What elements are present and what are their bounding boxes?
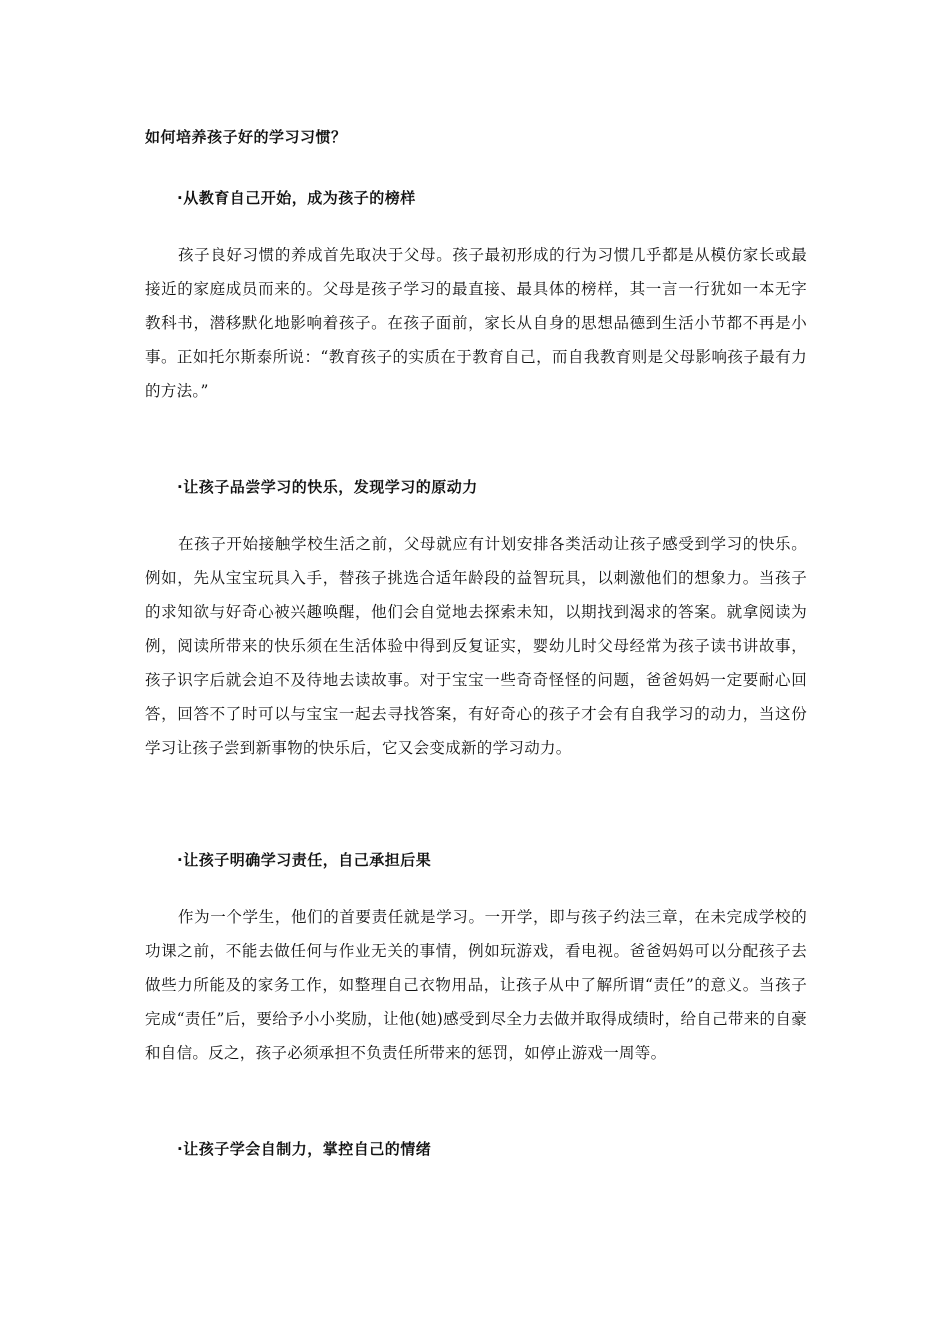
section-heading: ·从教育自己开始，成为孩子的榜样: [177, 189, 416, 207]
section-paragraph: 孩子良好习惯的养成首先取决于父母。孩子最初形成的行为习惯几乎都是从模仿家长或最接近的家庭成员而来的。父母是孩子学习的最直接、最具体的榜样，其一言一行犹如一本无字教科书，潜移默化地影响着孩子。在孩子面前，家长从自身的思想品德到生活小节都不再是小事。正如托尔斯泰所说：“教育孩子的实质在于教育自己，而自我教育则是父母影响孩子最有力的方法。”: [145, 246, 807, 400]
section-heading: ·让孩子品尝学习的快乐，发现学习的原动力: [177, 478, 478, 496]
section-paragraph: 在孩子开始接触学校生活之前，父母就应有计划安排各类活动让孩子感受到学习的快乐。例如，先从宝宝玩具入手，替孩子挑选合适年龄段的益智玩具，以刺激他们的想象力。当孩子的求知欲与好奇心被兴趣唤醒，他们会自觉地去探索未知，以期找到渴求的答案。就拿阅读为例，阅读所带来的快乐须在生活体验中得到反复证实，婴幼儿时父母经常为孩子读书讲故事，孩子识字后就会迫不及待地去读故事。对于宝宝一些奇奇怪怪的问题，爸爸妈妈一定要耐心回答，回答不了时可以与宝宝一起去寻找答案，有好奇心的孩子才会有自我学习的动力，当这份学习让孩子尝到新事物的快乐后，它又会变成新的学习动力。: [145, 535, 807, 757]
document-title: 如何培养孩子好的学习习惯？: [145, 128, 347, 146]
section-heading: ·让孩子明确学习责任，自己承担后果: [177, 851, 432, 869]
section-paragraph: 作为一个学生，他们的首要责任就是学习。一开学，即与孩子约法三章，在未完成学校的功课之前，不能去做任何与作业无关的事情，例如玩游戏，看电视。爸爸妈妈可以分配孩子去做些力所能及的家务工作，如整理自己衣物用品，让孩子从中了解所谓“责任”的意义。当孩子完成“责任”后，要给予小小奖励，让他(她)感受到尽全力去做并取得成绩时，给自己带来的自豪和自信。反之，孩子必须承担不负责任所带来的惩罚，如停止游戏一周等。: [145, 908, 807, 1062]
section-heading: ·让孩子学会自制力，掌控自己的情绪: [177, 1140, 432, 1158]
